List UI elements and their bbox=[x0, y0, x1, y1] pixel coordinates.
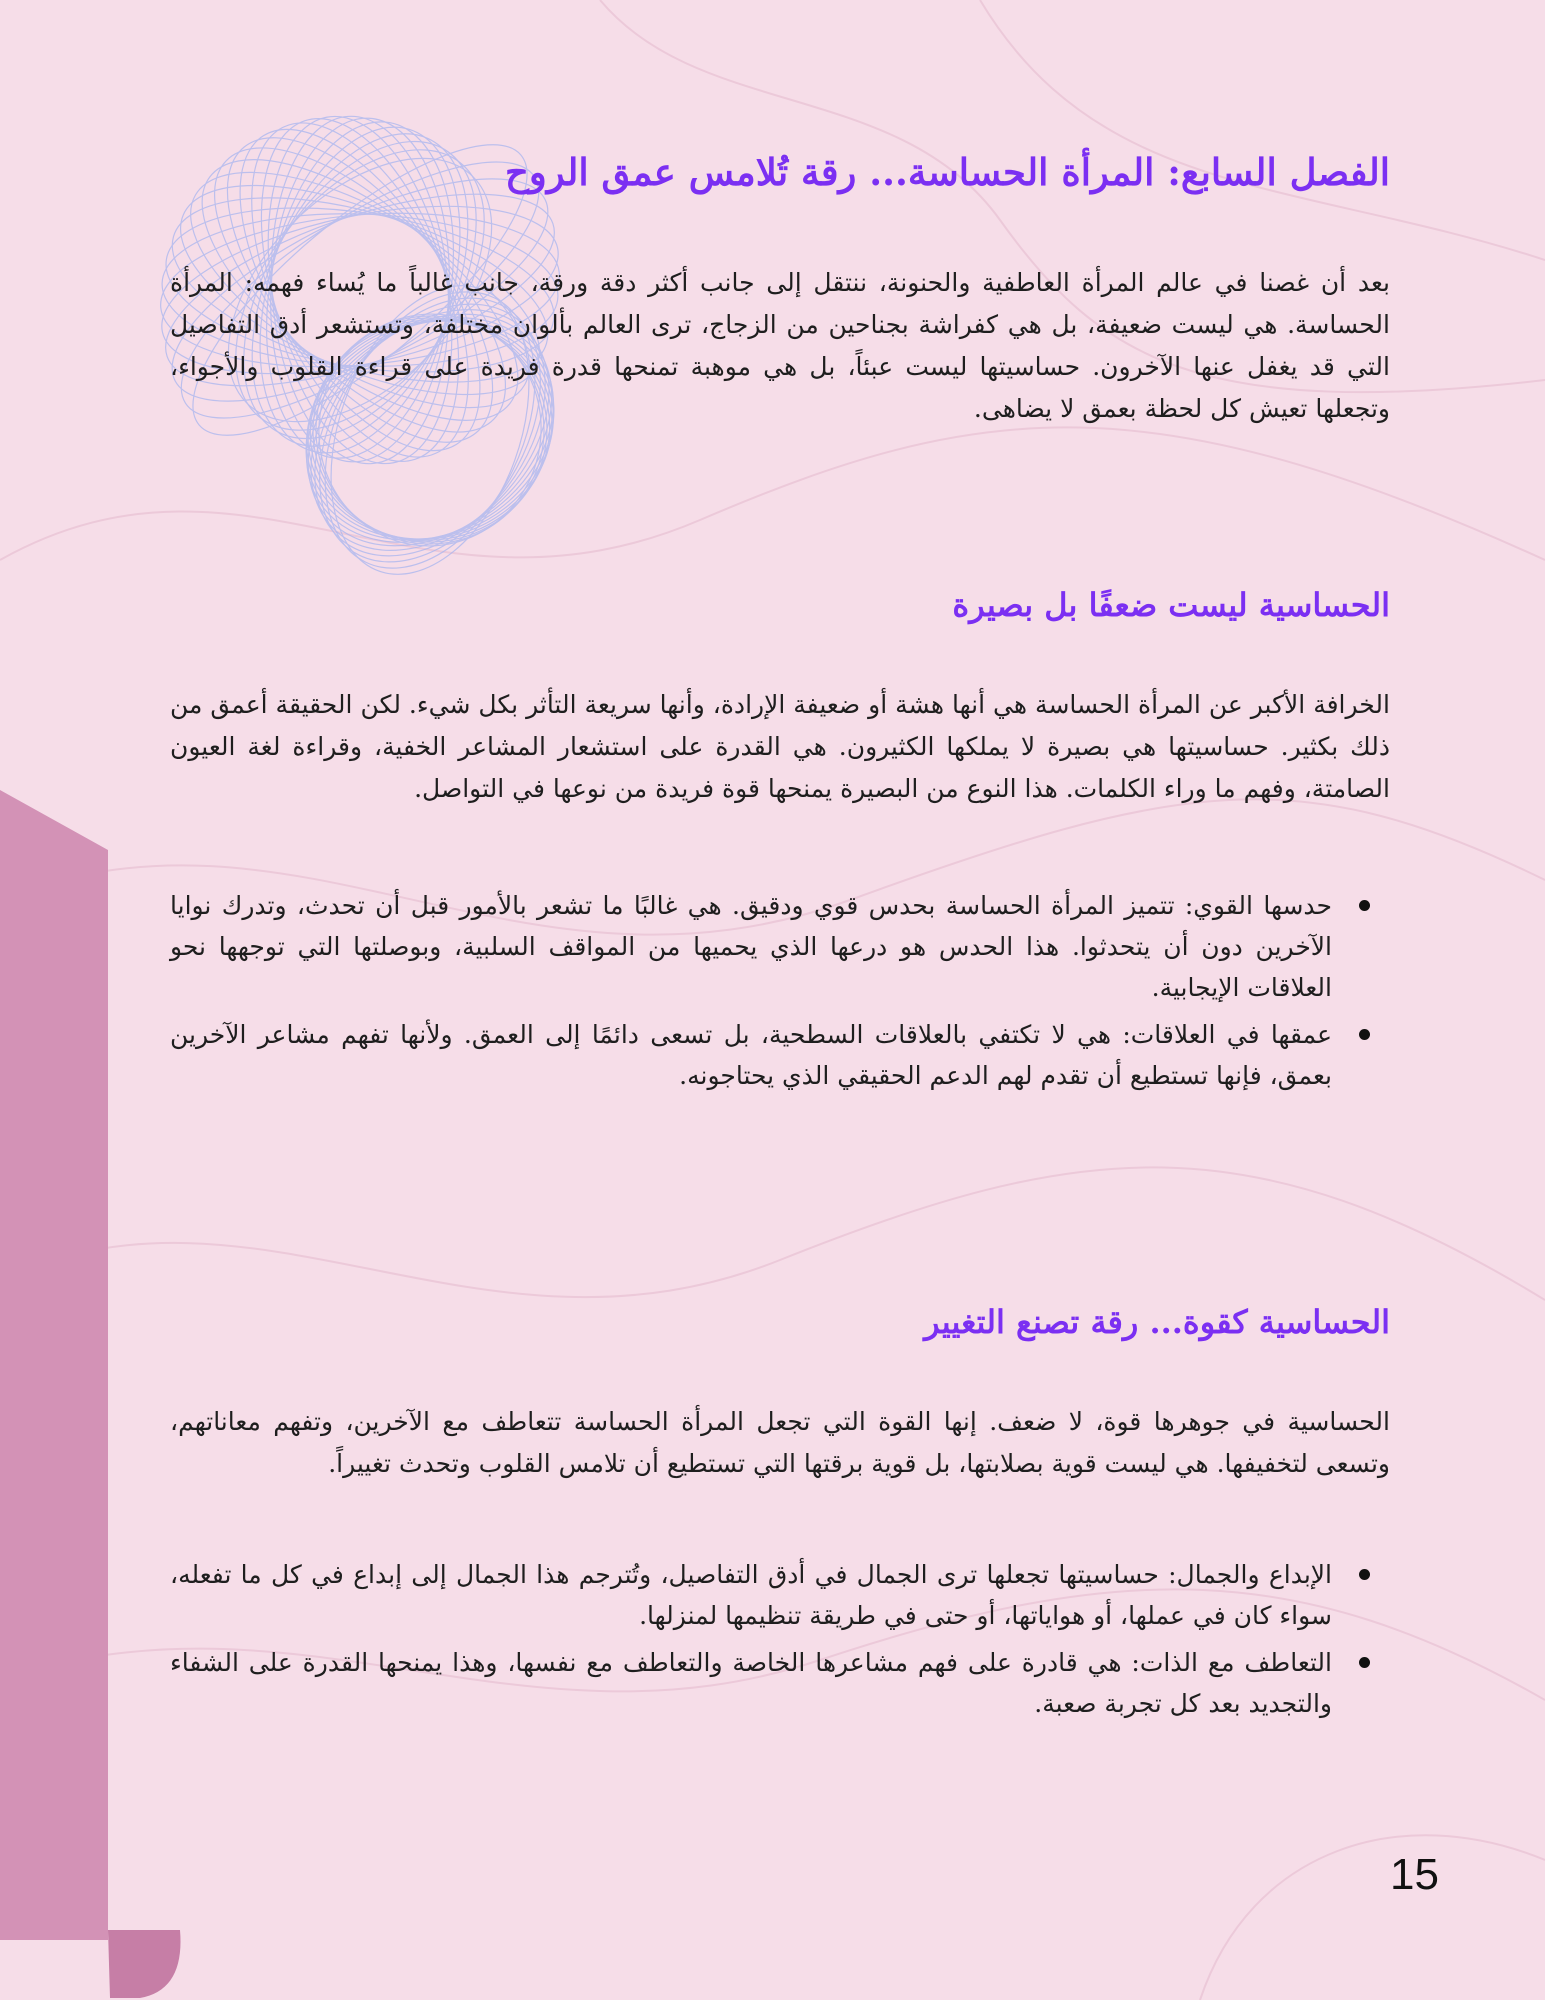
page-number: 15 bbox=[1390, 1850, 1439, 1899]
section-paragraph-2: الحساسية في جوهرها قوة، لا ضعف. إنها القوة التي تجعل المرأة الحساسة تتعاطف مع الآخرين، وتفهم معاناتهم، وتسعى لتخفيفها. هي ليست قوية بصلابتها، بل قوية برقتها التي تستطيع أن تلامس القلوب وتحدث تغييراً. bbox=[170, 1407, 1390, 1478]
intro-paragraph: بعد أن غصنا في عالم المرأة العاطفية والحنونة، ننتقل إلى جانب أكثر دقة ورقة، جانب غالباً ما يُساء فهمه: المرأة الحساسة. هي ليست ضعيفة، بل هي كفراشة بجناحين من الزجاج، ترى العالم بألوان مختلفة، وتستشعر أدق التفاصيل التي قد يغفل عنها الآخرون. حساسيتها ليست عبئاً، بل هي موهبة تمنحها قدرة فريدة على قراءة القلوب والأجواء، وتجعلها تعيش كل لحظة بعمق لا يضاهى. bbox=[170, 268, 1390, 423]
section-heading-1: الحساسية ليست ضعفًا بل بصيرة bbox=[952, 586, 1390, 624]
list-item: عمقها في العلاقات: هي لا تكتفي بالعلاقات السطحية، بل تسعى دائمًا إلى العمق. ولأنها تفهم مشاعر الآخرين بعمق، فإنها تستطيع أن تقدم لهم الدعم الحقيقي الذي يحتاجونه. bbox=[170, 1014, 1332, 1096]
section-paragraph-1: الخرافة الأكبر عن المرأة الحساسة هي أنها هشة أو ضعيفة الإرادة، وأنها سريعة التأثر بكل شيء. لكن الحقيقة أعمق من ذلك بكثير. حساسيتها هي بصيرة لا يملكها الكثيرون. هي القدرة على استشعار المشاعر الخفية، وقراءة لغة العيون الصامتة، وفهم ما وراء الكلمات. هذا النوع من البصيرة يمنحها قوة فريدة من نوعها في التواصل. bbox=[170, 690, 1390, 803]
list-item: الإبداع والجمال: حساسيتها تجعلها ترى الجمال في أدق التفاصيل، وتُترجم هذا الجمال إلى إبداع في كل ما تفعله، سواء كان في عملها، أو هواياتها، أو حتى في طريقة تنظيمها لمنزلها. bbox=[170, 1554, 1332, 1636]
bullet-list-2 bbox=[170, 1554, 1390, 1730]
list-item: حدسها القوي: تتميز المرأة الحساسة بحدس قوي ودقيق. هي غالبًا ما تشعر بالأمور قبل أن تحدث، وتدرك نوايا الآخرين دون أن يتحدثوا. هذا الحدس هو درعها الذي يحميها من المواقف السلبية، وبوصلتها التي توجهها نحو العلاقات الإيجابية. bbox=[170, 885, 1332, 1008]
bullet-dot-icon bbox=[1359, 1569, 1370, 1580]
chapter-title: الفصل السابع: المرأة الحساسة... رقة تُلامس عمق الروح bbox=[504, 150, 1390, 194]
list-item: التعاطف مع الذات: هي قادرة على فهم مشاعرها الخاصة والتعاطف مع نفسها، وهذا يمنحها القدرة على الشفاء والتجديد بعد كل تجربة صعبة. bbox=[170, 1642, 1332, 1724]
bullet-dot-icon bbox=[1359, 1657, 1370, 1668]
bullet-dot-icon bbox=[1359, 900, 1370, 911]
bullet-list-1 bbox=[170, 885, 1390, 1102]
bullet-dot-icon bbox=[1359, 1029, 1370, 1040]
section-heading-2: الحساسية كقوة... رقة تصنع التغيير bbox=[924, 1303, 1390, 1341]
